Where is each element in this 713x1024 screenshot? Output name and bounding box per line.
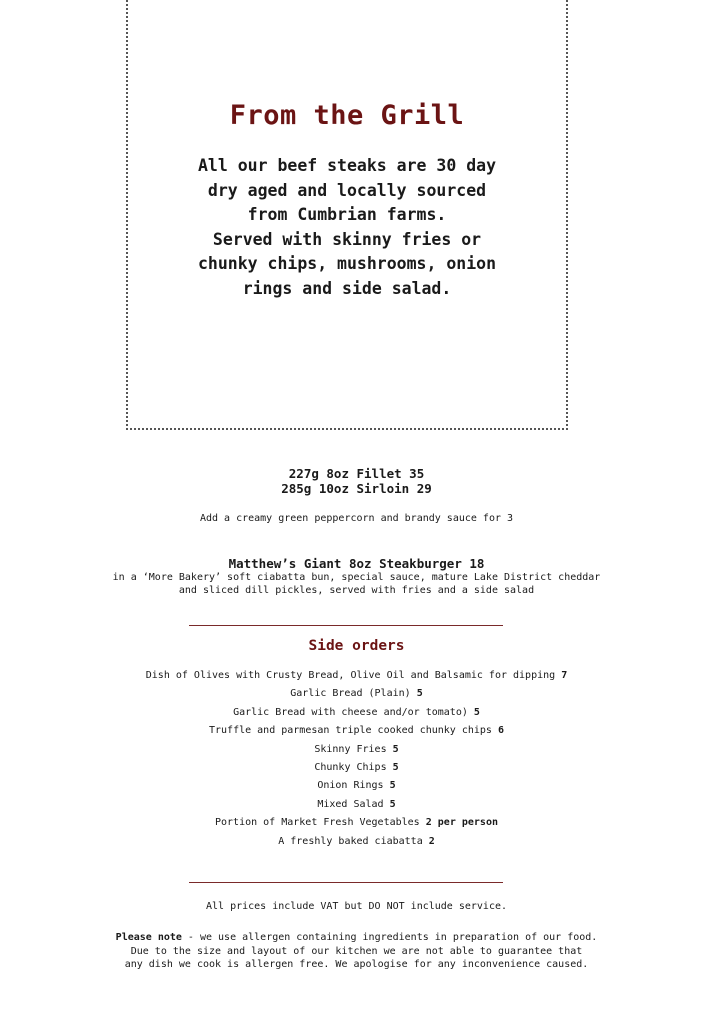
side-orders-list [0,667,713,851]
side-item-name: Garlic Bread (Plain) [290,688,411,700]
side-item-name: Skinny Fries [314,743,387,755]
grill-intro-line: rings and side salad. [242,278,452,298]
grill-intro-line: Served with skinny fries or [212,229,482,249]
steak-item-sirloin: 285g 10oz Sirloin 29 [281,481,432,496]
side-item-name: Garlic Bread with cheese and/or tomato) [233,706,468,718]
list-item [0,741,713,759]
section-divider [189,625,503,626]
grill-section-title: From the Grill [229,100,465,131]
steakburger-description [0,571,713,597]
steak-list [0,466,713,496]
side-item-price: 5 [416,688,423,700]
list-item [0,704,713,722]
side-item-name: Dish of Olives with Crusty Bread, Olive Oil and Balsamic for dipping [145,670,556,681]
side-item-name: Portion of Market Fresh Vegetables [215,817,420,829]
allergen-text: - we use allergen containing ingredients in preparation of our food. [181,932,598,943]
side-item-price: 2 [428,835,435,847]
list-item [0,833,713,851]
list-item [0,759,713,777]
list-item [0,796,713,814]
allergen-line: any dish we cook is allergen free. We apologise for any inconvenience caused. [124,959,589,970]
grill-intro-line: dry aged and locally sourced [207,180,487,200]
side-item-price: 5 [389,798,396,810]
sauce-addon-note: Add a creamy green peppercorn and brandy sauce for 3 [199,513,514,524]
side-item-price: 5 [392,761,399,773]
side-item-name: A freshly baked ciabatta [278,835,423,847]
allergen-line: Due to the size and layout of our kitchen we are not able to guarantee that [130,945,583,957]
grill-intro-line: chunky chips, mushrooms, onion [197,254,496,273]
side-item-name: Mixed Salad [317,798,384,810]
grill-intro-line: All our beef steaks are 30 day [197,156,496,175]
allergen-label: Please note [115,932,182,943]
list-item [0,777,713,795]
side-item-price: 5 [389,780,396,792]
list-item [0,814,713,832]
allergen-line [0,931,713,945]
grill-intro-text [126,154,568,301]
steakburger-description-line: in a ‘More Bakery’ soft ciabatta bun, special sauce, mature Lake District cheddar [112,572,601,583]
list-item [0,722,713,740]
side-item-name: Truffle and parmesan triple cooked chunky chips [208,725,492,737]
side-item-price: 5 [392,743,399,755]
side-item-price: 2 per person [425,817,498,829]
side-item-name: Onion Rings [317,780,384,792]
side-item-price: 6 [497,725,505,737]
side-orders-title: Side orders [308,638,405,654]
steakburger-description-line: and sliced dill pickles, served with fries and a side salad [178,585,535,596]
vat-note: All prices include VAT but DO NOT include service. [205,901,508,912]
list-item [0,685,713,703]
side-item-name: Chunky Chips [314,761,387,773]
section-divider [189,882,503,883]
list-item [0,667,713,685]
side-item-price: 5 [473,706,480,718]
steak-item-fillet: 227g 8oz Fillet 35 [288,466,425,481]
side-item-price: 7 [561,670,568,681]
allergen-notice [0,931,713,972]
grill-intro-line: from Cumbrian farms. [247,205,447,224]
steakburger-title: Matthew’s Giant 8oz Steakburger 18 [228,556,485,571]
